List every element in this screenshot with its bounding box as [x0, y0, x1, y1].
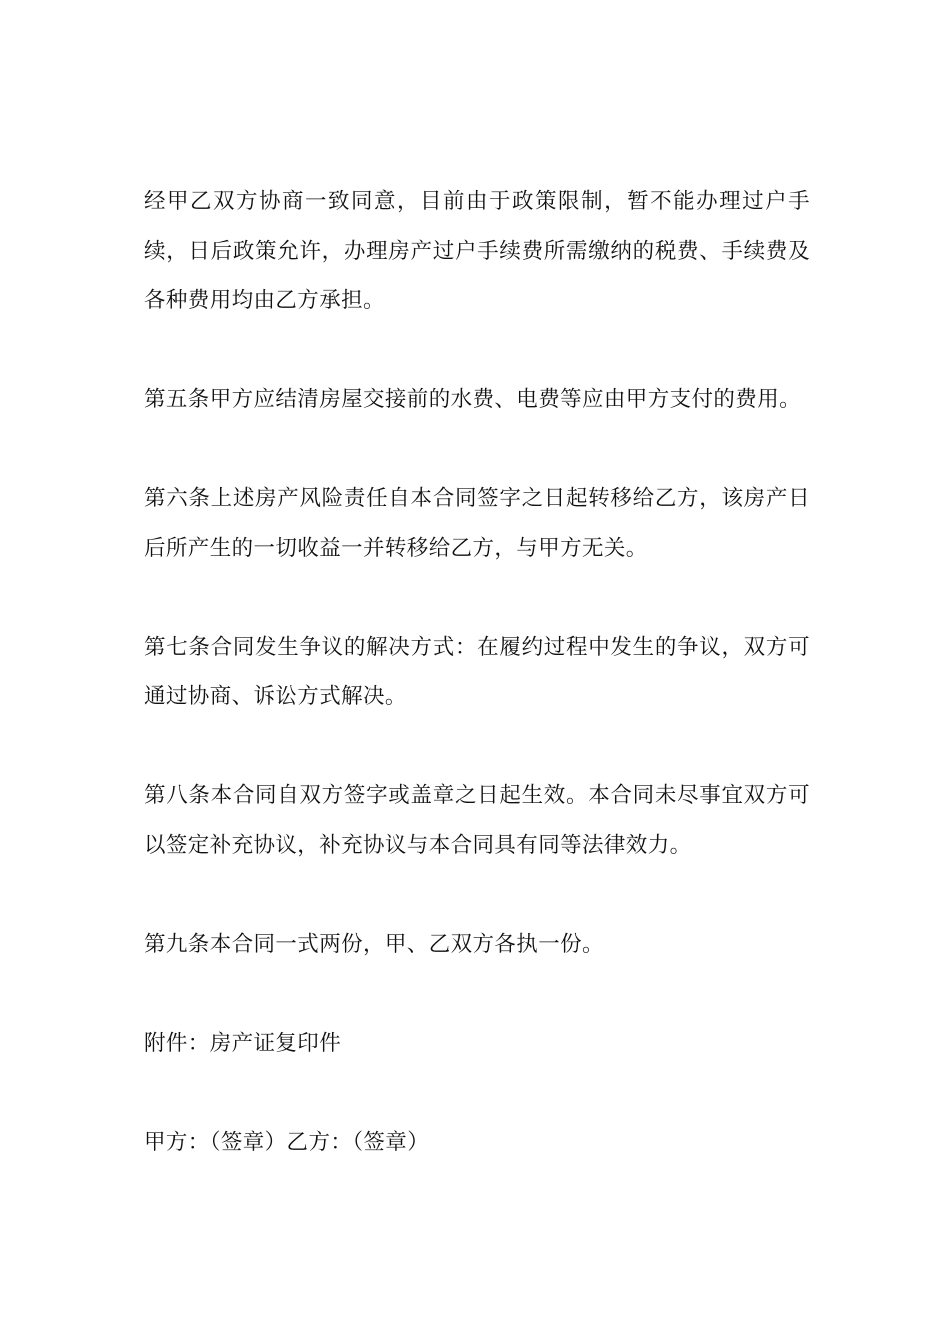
paragraph-attachment: 附件：房产证复印件	[144, 1030, 342, 1056]
paragraph-article-6: 第六条上述房产风险责任自本合同签字之日起转移给乙方，该房产日后所产生的一切收益一并转移给乙方，与甲方无关。	[144, 486, 810, 561]
paragraph-article-9: 第九条本合同一式两份，甲、乙双方各执一份。	[144, 931, 604, 957]
contract-body	[144, 177, 810, 1167]
paragraph-article-7: 第七条合同发生争议的解决方式：在履约过程中发生的争议，双方可通过协商、诉讼方式解决。	[144, 634, 810, 709]
paragraph-article-8: 第八条本合同自双方签字或盖章之日起生效。本合同未尽事宜双方可以签定补充协议，补充协议与本合同具有同等法律效力。	[144, 783, 810, 858]
paragraph-signatures: 甲方：（签章）乙方：（签章）	[144, 1129, 430, 1155]
paragraph-transfer-terms: 经甲乙双方协商一致同意，目前由于政策限制，暂不能办理过户手续，日后政策允许，办理房产过户手续费所需缴纳的税费、手续费及各种费用均由乙方承担。	[144, 189, 810, 313]
paragraph-article-5: 第五条甲方应结清房屋交接前的水费、电费等应由甲方支付的费用。	[144, 387, 802, 412]
